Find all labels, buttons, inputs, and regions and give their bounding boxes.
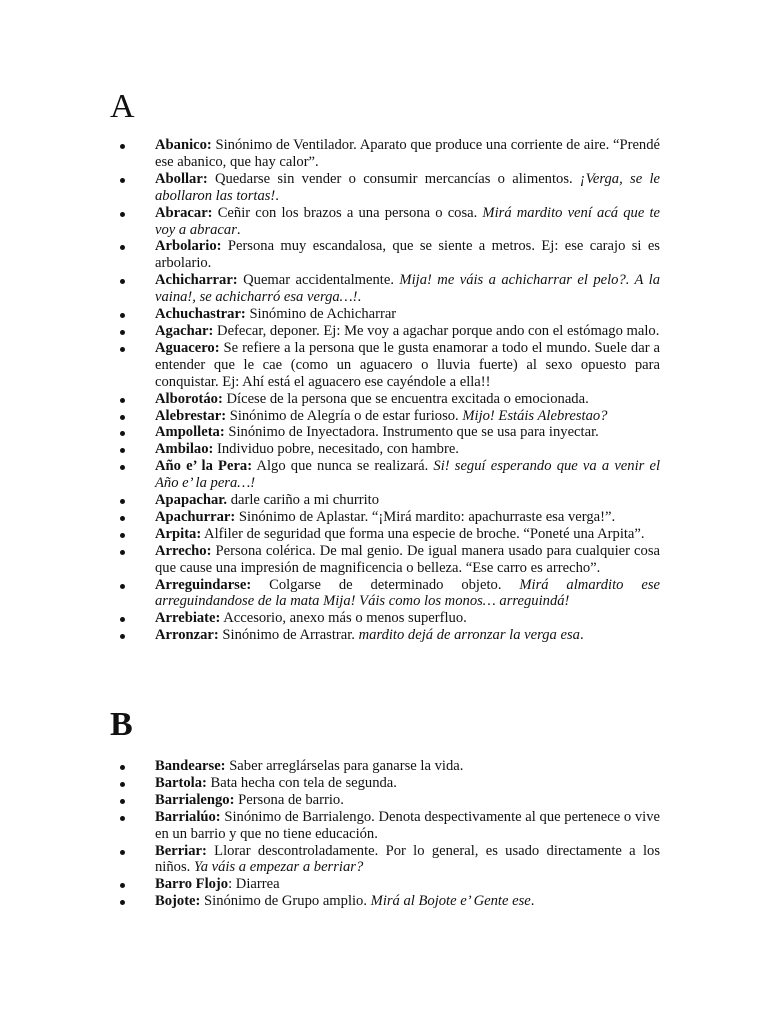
entry-definition: Persona muy escandalosa, que se siente a metros. Ej: ese carajo si es arbolario. [155, 238, 660, 272]
entry-definition: Persona de barrio. [234, 791, 344, 808]
entry-tail: . [275, 187, 279, 204]
glossary-entry [155, 391, 660, 408]
entry-term: Arrecho: [155, 542, 212, 559]
entry-definition: Algo que nunca se realizará. [252, 458, 434, 475]
entry-definition: Sinónimo de Aplastar. “¡Mirá mardito: apachurraste esa verga!”. [235, 508, 616, 525]
glossary-entry [155, 340, 660, 391]
entry-definition: Bata hecha con tela de segunda. [206, 774, 397, 791]
entry-example: Mija! me váis a achicharrar el pelo?. A la vaina!, se achicharró esa verga…! [155, 272, 660, 306]
entry-term: Año e’ la Pera: [155, 458, 253, 475]
entry-example: Mirá almardito ese arreguindandose de la mata Mija! Váis como los monos… arreguindá! [155, 576, 660, 610]
entry-definition: Dícese de la persona que se encuentra excitada o emocionada. [222, 390, 589, 407]
entry-tail: . [579, 627, 584, 644]
glossary-entry [155, 205, 660, 239]
entry-example: Mirá al Bojote e’ Gente ese [370, 893, 531, 910]
entry-tail: . [236, 221, 241, 238]
glossary-entry [155, 610, 660, 627]
glossary-entry [155, 876, 660, 893]
entry-term: Arronzar: [155, 627, 219, 644]
glossary-entry [155, 775, 660, 792]
glossary-entry [155, 424, 660, 441]
entry-term: Achicharrar: [155, 272, 238, 289]
entry-tail: . [530, 893, 535, 910]
entry-definition: : Diarrea [228, 876, 280, 893]
entry-definition: Saber arreglárselas para ganarse la vida. [225, 758, 464, 774]
entry-term: Barrialengo: [155, 791, 235, 808]
glossary-entry [155, 792, 660, 809]
entry-definition: darle cariño a mi churrito [227, 492, 379, 509]
entry-term: Arpita: [155, 525, 202, 542]
entry-term: Arrebiate: [155, 610, 221, 627]
entry-definition: Quedarse sin vender o consumir mercancías o alimentos. [207, 170, 580, 187]
glossary-list-b [155, 758, 660, 910]
entry-term: Abollar: [155, 170, 208, 187]
entry-example: Mijo! Estáis Alebrestao? [462, 407, 608, 424]
entry-term: Aguacero: [155, 339, 220, 356]
glossary-entry [155, 893, 660, 910]
entry-definition: Sinónimo de Inyectadora. Instrumento que se usa para inyectar. [224, 424, 599, 441]
entry-definition: Sinónimo de Barrialengo. Denota despectivamente al que pertenece o vive en un barrio y que no tiene educación. [155, 808, 660, 842]
glossary-entry [155, 272, 660, 306]
entry-definition: Sinómino de Achicharrar [245, 306, 397, 323]
entry-term: Arreguindarse: [155, 576, 252, 593]
entry-definition: Alfiler de seguridad que forma una especie de broche. “Poneté una Arpita”. [201, 525, 645, 542]
glossary-entry [155, 627, 660, 644]
entry-definition: Llorar descontroladamente. Por lo general, es usado directamente a los niños. [155, 842, 660, 876]
entry-term: Bandearse: [155, 758, 226, 774]
entry-example: ¡Verga, se le abollaron las tortas! [155, 170, 660, 204]
entry-example: Mirá mardito vení acá que te voy a abracar [155, 204, 660, 238]
entry-term: Ambilao: [155, 441, 214, 458]
entry-term: Abracar: [155, 204, 213, 221]
section-heading-b: B [110, 706, 133, 743]
entry-term: Abanico: [155, 137, 212, 153]
entry-definition: Sinónimo de Grupo amplio. [200, 893, 371, 910]
entry-term: Apachurrar: [155, 508, 236, 525]
entry-definition: Persona colérica. De mal genio. De igual manera usado para cualquier cosa que cause una impresión de magnificencia o belleza. “Ese carro es arrecho”. [155, 542, 660, 576]
entry-definition: Sinónimo de Arrastrar. [218, 627, 359, 644]
entry-term: Achuchastrar: [155, 306, 246, 323]
entry-example: Si! seguí esperando que va a venir el Año e’ la pera…! [155, 458, 661, 492]
entry-term: Ampolleta: [155, 424, 225, 441]
section-heading-a: A [110, 88, 135, 125]
entry-term: Alborotáo: [155, 390, 223, 407]
entry-definition: Defecar, deponer. Ej: Me voy a agachar porque ando con el estómago malo. [213, 322, 660, 339]
entry-term: Agachar: [155, 322, 214, 339]
glossary-entry [155, 306, 660, 323]
entry-definition: Se refiere a la persona que le gusta enamorar a todo el mundo. Suele dar a entender que le cae (como un aguacero o lluvia fuerte) al sexo opuesto para conquistar. Ej: Ahí está el aguacero ese cayéndole a ella!! [155, 339, 660, 390]
entry-term: Barro Flojo [155, 876, 229, 893]
entry-definition: Accesorio, anexo más o menos superfluo. [220, 610, 467, 627]
entry-definition: Sinónimo de Ventilador. Aparato que produce una corriente de aire. “Prendé ese abanico, que hay calor”. [155, 137, 660, 170]
entry-example: mardito dejá de arronzar la verga esa [358, 627, 580, 644]
entry-term: Bojote: [155, 893, 201, 910]
entry-term: Bartola: [155, 774, 207, 791]
entry-definition: Ceñir con los brazos a una persona o cosa. [212, 204, 483, 221]
entry-example: Ya váis a empezar a berriar? [193, 859, 364, 876]
glossary-entry [155, 509, 660, 526]
entry-definition: Colgarse de determinado objeto. [251, 576, 520, 593]
glossary-entry [155, 758, 660, 775]
glossary-entry [155, 526, 660, 543]
glossary-entry [155, 441, 660, 458]
glossary-entry [155, 543, 660, 577]
entry-tail: . [357, 289, 362, 306]
entry-definition: Individuo pobre, necesitado, con hambre. [213, 441, 459, 458]
glossary-entry [155, 238, 660, 272]
glossary-entry [155, 458, 660, 492]
glossary-entry [155, 171, 660, 205]
glossary-entry [155, 809, 660, 843]
glossary-entry [155, 577, 660, 611]
entry-term: Apapachar. [155, 492, 228, 509]
entry-term: Berriar: [155, 842, 207, 859]
entry-term: Alebrestar: [155, 407, 227, 424]
entry-term: Arbolario: [155, 238, 222, 255]
glossary-entry [155, 408, 660, 425]
glossary-entry [155, 137, 660, 171]
entry-definition: Quemar accidentalmente. [237, 272, 400, 289]
glossary-entry [155, 323, 660, 340]
glossary-list-a [155, 137, 660, 644]
entry-term: Barrialúo: [155, 808, 221, 825]
glossary-entry [155, 492, 660, 509]
glossary-entry [155, 843, 660, 877]
entry-definition: Sinónimo de Alegría o de estar furioso. [226, 407, 463, 424]
